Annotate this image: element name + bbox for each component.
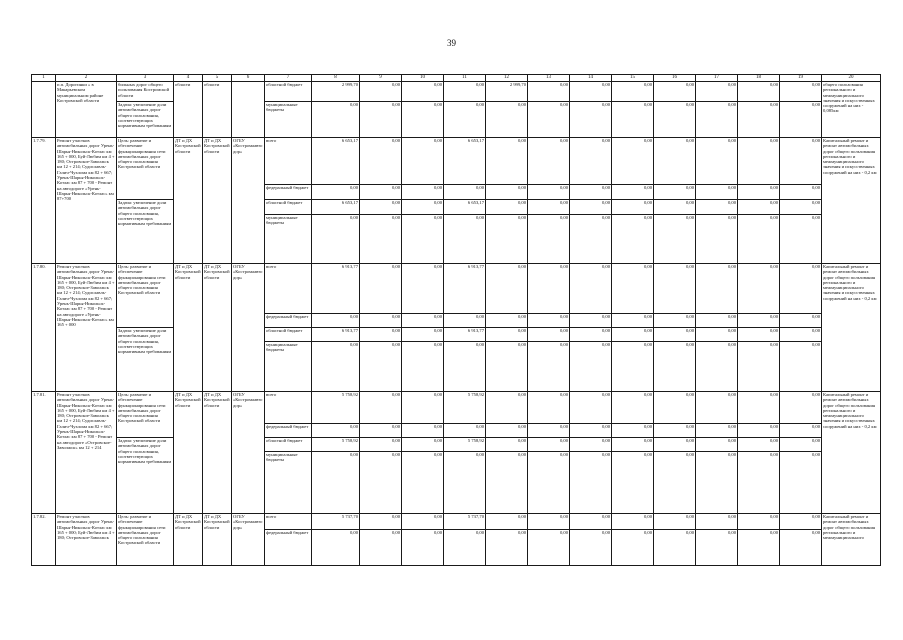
amount-cell: 0,00 [780, 102, 822, 138]
row-number: 1.7.82. [32, 514, 56, 566]
amount-cell: 0,00 [612, 82, 654, 102]
amount-cell: 0,00 [360, 314, 402, 328]
column-number: 8 [312, 75, 360, 82]
amount-cell: 0,00 [696, 215, 738, 264]
goal-cell: Цель: развитие и обеспечение функционирования сети автомобильных дорог общего пользования Костромской области [117, 392, 174, 438]
amount-cell: 0,00 [696, 138, 738, 185]
amount-cell: 0,00 [360, 438, 402, 452]
amount-cell: 0,00 [570, 102, 612, 138]
amount-cell: 0,00 [444, 530, 486, 566]
customer-cell: ДТ и ДХ Костромской области [203, 392, 232, 514]
amount-cell: 0,00 [570, 424, 612, 438]
amount-cell: 0,00 [780, 392, 822, 424]
amount-cell: 5 737,70 [444, 514, 486, 530]
result-cell: Капитальный ремонт и ремонт автомобильных дорог общего пользования регионального и межмуниципального значения и искусственных сооружений на них - 0,2 км [822, 392, 881, 514]
participant-cell: ОГБУ «Костромаавтодор» [232, 514, 265, 566]
amount-cell: 0,00 [312, 215, 360, 264]
amount-cell: 0,00 [780, 185, 822, 200]
amount-cell: 0,00 [312, 102, 360, 138]
row-number [32, 82, 56, 138]
funding-source: областной бюджет [265, 438, 312, 452]
column-number: 5 [203, 75, 232, 82]
funding-source: муниципальные бюджеты [265, 452, 312, 514]
amount-cell: 0,00 [612, 314, 654, 328]
amount-cell: 0,00 [486, 452, 528, 514]
table-body [32, 75, 881, 566]
task-cell: Задача: увеличение доли автомобильных дорог общего пользования, соответствующих нормативным требованиям [117, 200, 174, 264]
amount-cell: 0,00 [696, 424, 738, 438]
amount-cell: 0,00 [612, 264, 654, 314]
amount-cell: 5 758,92 [312, 438, 360, 452]
goal-cell: Цель: развитие и обеспечение функционирования сети автомобильных дорог общего пользования Костромской области [117, 264, 174, 328]
amount-cell: 0,00 [360, 452, 402, 514]
column-number: 11 [444, 75, 486, 82]
amount-cell: 6 913,77 [312, 264, 360, 314]
amount-cell: 0,00 [612, 200, 654, 215]
amount-cell: 0,00 [738, 424, 780, 438]
amount-cell: 0,00 [486, 264, 528, 314]
amount-cell: 0,00 [486, 328, 528, 342]
amount-cell: 6 653,17 [444, 200, 486, 215]
amount-cell: 0,00 [570, 342, 612, 392]
table-row [32, 514, 881, 530]
amount-cell: 0,00 [738, 328, 780, 342]
amount-cell: 0,00 [654, 185, 696, 200]
amount-cell: 0,00 [696, 314, 738, 328]
result-cell: Капитальный ремонт и ремонт автомобильных дорог общего пользования регионального и межмуниципального [822, 514, 881, 566]
result-cell: Капитальный ремонт и ремонт автомобильных дорог общего пользования регионального и межмуниципального значения и искусственных сооружений на них - 0,2 км [822, 264, 881, 392]
amount-cell: 2 999,70 [486, 82, 528, 102]
amount-cell: 6 653,17 [312, 200, 360, 215]
amount-cell: 0,00 [444, 342, 486, 392]
funding-source: всего [265, 138, 312, 185]
amount-cell: 0,00 [402, 185, 444, 200]
amount-cell: 0,00 [570, 452, 612, 514]
executor-cell: ДТ и ДХ Костромской области [174, 138, 203, 264]
amount-cell: 0,00 [654, 102, 696, 138]
funding-source: федеральный бюджет [265, 424, 312, 438]
funding-source: муниципальные бюджеты [265, 102, 312, 138]
column-number: 3 [117, 75, 174, 82]
amount-cell: 0,00 [360, 530, 402, 566]
amount-cell: 0,00 [780, 452, 822, 514]
amount-cell: 0,00 [570, 530, 612, 566]
amount-cell: 0,00 [780, 264, 822, 314]
amount-cell: 0,00 [444, 82, 486, 102]
amount-cell: 0,00 [570, 438, 612, 452]
table-row [32, 438, 881, 452]
amount-cell: 0,00 [612, 138, 654, 185]
amount-cell: 0,00 [738, 342, 780, 392]
amount-cell: 5 758,92 [312, 392, 360, 424]
amount-cell: 0,00 [528, 392, 570, 424]
amount-cell: 0,00 [528, 102, 570, 138]
table-row [32, 138, 881, 185]
table-row [32, 328, 881, 342]
amount-cell: 0,00 [402, 102, 444, 138]
amount-cell: 0,00 [444, 185, 486, 200]
amount-cell: 0,00 [360, 328, 402, 342]
amount-cell: 0,00 [780, 342, 822, 392]
amount-cell: 0,00 [360, 102, 402, 138]
amount-cell: 0,00 [528, 185, 570, 200]
executor-cell: ДТ и ДХ Костромской области [174, 392, 203, 514]
amount-cell: 0,00 [612, 514, 654, 530]
amount-cell: 0,00 [696, 342, 738, 392]
program-table [31, 74, 881, 566]
amount-cell: 0,00 [696, 328, 738, 342]
table-row [32, 102, 881, 138]
amount-cell: 0,00 [780, 514, 822, 530]
column-number: 13 [528, 75, 570, 82]
amount-cell: 0,00 [486, 185, 528, 200]
amount-cell: 0,00 [402, 200, 444, 215]
row-number: 1.7.81. [32, 392, 56, 514]
amount-cell: 0,00 [696, 200, 738, 215]
amount-cell: 0,00 [654, 200, 696, 215]
amount-cell: 0,00 [654, 392, 696, 424]
amount-cell: 0,00 [528, 530, 570, 566]
page-number: 39 [447, 38, 456, 48]
amount-cell: 0,00 [360, 264, 402, 314]
column-number: 12 [486, 75, 528, 82]
participant-cell: ОГБУ «Костромаавтодор» [232, 392, 265, 514]
amount-cell: 0,00 [360, 215, 402, 264]
amount-cell: 0,00 [612, 530, 654, 566]
amount-cell: 0,00 [780, 424, 822, 438]
column-number: 1 [32, 75, 56, 82]
column-number: 15 [612, 75, 654, 82]
funding-source: всего [265, 514, 312, 530]
column-number: 14 [570, 75, 612, 82]
result-cell: общего пользования регионального и межмуниципального значения и искусственных сооружений на них - 0,085км [822, 82, 881, 138]
amount-cell: 0,00 [528, 342, 570, 392]
amount-cell: 0,00 [780, 328, 822, 342]
amount-cell: 0,00 [444, 314, 486, 328]
amount-cell: 0,00 [780, 200, 822, 215]
amount-cell: 0,00 [444, 215, 486, 264]
amount-cell: 0,00 [780, 215, 822, 264]
amount-cell: 0,00 [612, 215, 654, 264]
customer-cell: ДТ и ДХ Костромской области [203, 514, 232, 566]
amount-cell: 0,00 [654, 514, 696, 530]
customer-cell: ДТ и ДХ Костромской области [203, 264, 232, 392]
executor-cell: области [174, 82, 203, 138]
amount-cell: 0,00 [696, 185, 738, 200]
amount-cell: 0,00 [570, 215, 612, 264]
amount-cell: 0,00 [444, 452, 486, 514]
amount-cell: 0,00 [486, 514, 528, 530]
amount-cell: 5 737,70 [312, 514, 360, 530]
amount-cell: 6 653,17 [444, 138, 486, 185]
amount-cell: 0,00 [360, 185, 402, 200]
amount-cell: 0,00 [312, 530, 360, 566]
amount-cell: 0,00 [528, 438, 570, 452]
column-number: 19 [780, 75, 822, 82]
amount-cell: 0,00 [528, 452, 570, 514]
amount-cell: 0,00 [738, 200, 780, 215]
funding-source: федеральный бюджет [265, 185, 312, 200]
amount-cell: 0,00 [528, 514, 570, 530]
table-row [32, 82, 881, 102]
amount-cell: 0,00 [402, 264, 444, 314]
measure-title: Ремонт участков автомобильных дорог Урень-Шарья-Никольск-Котлас км 165 + 000, Буй-Любим км 4 + 180; Островское-Заволжск км 12 + 214; Судиславль-Галич-Чухлома км 82 + 667; Урень-Шарья-Никольск-Котлас км 87 + 700 - Ремонт на автодороге «Урень-Шарья-Никольск-Котлас» км 87+700 [56, 138, 117, 264]
amount-cell: 0,00 [486, 138, 528, 185]
amount-cell: 0,00 [528, 328, 570, 342]
amount-cell: 0,00 [402, 342, 444, 392]
amount-cell: 0,00 [312, 424, 360, 438]
amount-cell: 0,00 [612, 342, 654, 392]
column-number: 17 [696, 75, 738, 82]
amount-cell: 0,00 [654, 314, 696, 328]
row-number: 1.7.79. [32, 138, 56, 264]
amount-cell: 0,00 [570, 328, 612, 342]
amount-cell: 0,00 [402, 438, 444, 452]
amount-cell: 0,00 [486, 342, 528, 392]
task-cell: Задача: увеличение доли автомобильных дорог общего пользования, соответствующих нормативным требованиям [117, 102, 174, 138]
measure-title: Ремонт участков автомобильных дорог Урень-Шарья-Никольск-Котлас км 165 + 000, Буй-Любим км 4 + 180; Островское-Заволжск км 12 + 214; Судиславль-Галич-Чухлома км 82 + 667; Урень-Шарья-Никольск-Котлас км 87 + 700 - Ремонт на автодороге «Островское-Заволжск» км 12 + 214 [56, 392, 117, 514]
executor-cell: ДТ и ДХ Костромской области [174, 514, 203, 566]
measure-title: Ремонт участков автомобильных дорог Урень-Шарья-Никольск-Котлас км 165 + 000, Буй-Любим км 4 + 180; Островское-Заволжск км 12 + 214; Судиславль-Галич-Чухлома км 82 + 667; Урень-Шарья-Никольск-Котлас км 87 + 700 - Ремонт на автодороге «Урень-Шарья-Никольск-Котлас» км 165 + 000 [56, 264, 117, 392]
amount-cell: 0,00 [780, 314, 822, 328]
amount-cell: 0,00 [402, 82, 444, 102]
amount-cell: 0,00 [312, 314, 360, 328]
funding-source: муниципальные бюджеты [265, 215, 312, 264]
amount-cell: 0,00 [312, 452, 360, 514]
amount-cell: 0,00 [738, 102, 780, 138]
amount-cell: 0,00 [654, 530, 696, 566]
funding-source: всего [265, 392, 312, 424]
amount-cell: 0,00 [570, 185, 612, 200]
funding-source: федеральный бюджет [265, 314, 312, 328]
amount-cell: 0,00 [486, 530, 528, 566]
amount-cell: 0,00 [444, 424, 486, 438]
amount-cell: 0,00 [402, 530, 444, 566]
amount-cell: 0,00 [696, 392, 738, 424]
customer-cell: ДТ и ДХ Костромской области [203, 138, 232, 264]
amount-cell: 0,00 [570, 392, 612, 424]
amount-cell: 0,00 [654, 215, 696, 264]
amount-cell: 0,00 [696, 438, 738, 452]
result-cell: Капитальный ремонт и ремонт автомобильных дорог общего пользования регионального и межмуниципального значения и искусственных сооружений на них - 0,2 км [822, 138, 881, 264]
column-number: 4 [174, 75, 203, 82]
amount-cell: 0,00 [696, 82, 738, 102]
amount-cell: 0,00 [528, 264, 570, 314]
amount-cell: 0,00 [486, 102, 528, 138]
funding-source: муниципальные бюджеты [265, 342, 312, 392]
amount-cell: 0,00 [738, 215, 780, 264]
amount-cell: 0,00 [402, 314, 444, 328]
amount-cell: 0,00 [738, 185, 780, 200]
amount-cell: 0,00 [486, 392, 528, 424]
goal-cell: Цель: развитие и обеспечение функционирования сети автомобильных дорог общего пользования Костромской области [117, 138, 174, 200]
amount-cell: 0,00 [654, 138, 696, 185]
amount-cell: 0,00 [402, 392, 444, 424]
amount-cell: 0,00 [738, 514, 780, 530]
amount-cell: 0,00 [402, 215, 444, 264]
goal-cell: Цель: развитие и обеспечение функционирования сети автомобильных дорог общего пользования Костромской области [117, 514, 174, 566]
amount-cell: 0,00 [486, 424, 528, 438]
column-number-row [32, 75, 881, 82]
amount-cell: 0,00 [360, 138, 402, 185]
amount-cell: 0,00 [612, 438, 654, 452]
amount-cell: 0,00 [780, 82, 822, 102]
amount-cell: 0,00 [570, 138, 612, 185]
amount-cell: 0,00 [654, 82, 696, 102]
amount-cell: 0,00 [528, 215, 570, 264]
amount-cell: 0,00 [486, 438, 528, 452]
amount-cell: 0,00 [570, 200, 612, 215]
amount-cell: 2 999,70 [312, 82, 360, 102]
column-number: 7 [265, 75, 312, 82]
goal-cell: бильных дорог общего пользования Костромской области [117, 82, 174, 102]
amount-cell: 0,00 [654, 438, 696, 452]
amount-cell: 0,00 [486, 215, 528, 264]
funding-source: областной бюджет [265, 328, 312, 342]
amount-cell: 0,00 [612, 102, 654, 138]
amount-cell: 0,00 [528, 138, 570, 185]
amount-cell: 5 758,92 [444, 438, 486, 452]
customer-cell: области [203, 82, 232, 138]
amount-cell: 0,00 [360, 392, 402, 424]
participant-cell [232, 82, 265, 138]
amount-cell: 0,00 [612, 392, 654, 424]
column-number: 18 [738, 75, 780, 82]
amount-cell: 0,00 [402, 424, 444, 438]
amount-cell: 0,00 [696, 452, 738, 514]
amount-cell: 0,00 [402, 452, 444, 514]
amount-cell: 0,00 [486, 314, 528, 328]
amount-cell: 6 913,77 [444, 328, 486, 342]
amount-cell: 0,00 [570, 264, 612, 314]
column-number: 6 [232, 75, 265, 82]
amount-cell: 6 913,77 [444, 264, 486, 314]
amount-cell: 0,00 [696, 514, 738, 530]
amount-cell: 0,00 [402, 328, 444, 342]
column-number: 16 [654, 75, 696, 82]
amount-cell: 0,00 [528, 200, 570, 215]
amount-cell: 0,00 [360, 342, 402, 392]
funding-source: федеральный бюджет [265, 530, 312, 566]
amount-cell: 0,00 [312, 185, 360, 200]
amount-cell: 0,00 [738, 530, 780, 566]
amount-cell: 0,00 [528, 82, 570, 102]
amount-cell: 0,00 [360, 82, 402, 102]
funding-source: областной бюджет [265, 82, 312, 102]
amount-cell: 0,00 [696, 102, 738, 138]
amount-cell: 0,00 [570, 314, 612, 328]
measure-title: п.п. Дорогинки » в Макарьевском муниципальном районе Костромской области [56, 82, 117, 138]
amount-cell: 6 653,17 [312, 138, 360, 185]
measure-title: Ремонт участков автомобильных дорог Урень-Шарья-Никольск-Котлас км 165 + 000; Буй-Любим км 4 + 180; Островское-Заволжск [56, 514, 117, 566]
funding-source: всего [265, 264, 312, 314]
row-number: 1.7.80. [32, 264, 56, 392]
amount-cell: 0,00 [654, 452, 696, 514]
task-cell: Задача: увеличение доли автомобильных дорог общего пользования, соответствующих нормативным требованиям [117, 328, 174, 392]
task-cell: Задача: увеличение доли автомобильных дорог общего пользования, соответствующих нормативным требованиям [117, 438, 174, 514]
amount-cell: 0,00 [696, 264, 738, 314]
amount-cell: 0,00 [612, 424, 654, 438]
amount-cell: 0,00 [738, 392, 780, 424]
amount-cell: 0,00 [360, 514, 402, 530]
amount-cell: 0,00 [654, 424, 696, 438]
amount-cell: 0,00 [738, 264, 780, 314]
table-row [32, 200, 881, 215]
participant-cell: ОГБУ «Костромаавтодор» [232, 138, 265, 264]
amount-cell: 0,00 [654, 328, 696, 342]
column-number: 2 [56, 75, 117, 82]
amount-cell: 0,00 [528, 314, 570, 328]
amount-cell: 0,00 [570, 514, 612, 530]
amount-cell: 0,00 [528, 424, 570, 438]
participant-cell: ОГБУ «Костромаавтодор» [232, 264, 265, 392]
amount-cell: 0,00 [654, 342, 696, 392]
column-number: 9 [360, 75, 402, 82]
amount-cell: 0,00 [738, 438, 780, 452]
table-row [32, 264, 881, 314]
amount-cell: 0,00 [612, 452, 654, 514]
amount-cell: 0,00 [360, 200, 402, 215]
amount-cell: 0,00 [360, 424, 402, 438]
amount-cell: 0,00 [570, 82, 612, 102]
amount-cell: 0,00 [402, 514, 444, 530]
amount-cell: 0,00 [780, 438, 822, 452]
amount-cell: 0,00 [402, 138, 444, 185]
amount-cell: 0,00 [780, 530, 822, 566]
amount-cell: 0,00 [696, 530, 738, 566]
amount-cell: 6 913,77 [312, 328, 360, 342]
amount-cell: 0,00 [654, 264, 696, 314]
amount-cell: 0,00 [486, 200, 528, 215]
amount-cell: 0,00 [312, 342, 360, 392]
amount-cell: 0,00 [612, 185, 654, 200]
amount-cell: 0,00 [780, 138, 822, 185]
amount-cell: 0,00 [738, 314, 780, 328]
executor-cell: ДТ и ДХ Костромской области [174, 264, 203, 392]
amount-cell: 0,00 [738, 138, 780, 185]
column-number: 10 [402, 75, 444, 82]
table-row [32, 392, 881, 424]
amount-cell: 0,00 [738, 82, 780, 102]
amount-cell: 0,00 [612, 328, 654, 342]
amount-cell: 0,00 [738, 452, 780, 514]
amount-cell: 5 758,92 [444, 392, 486, 424]
amount-cell: 0,00 [444, 102, 486, 138]
funding-source: областной бюджет [265, 200, 312, 215]
column-number: 20 [822, 75, 881, 82]
